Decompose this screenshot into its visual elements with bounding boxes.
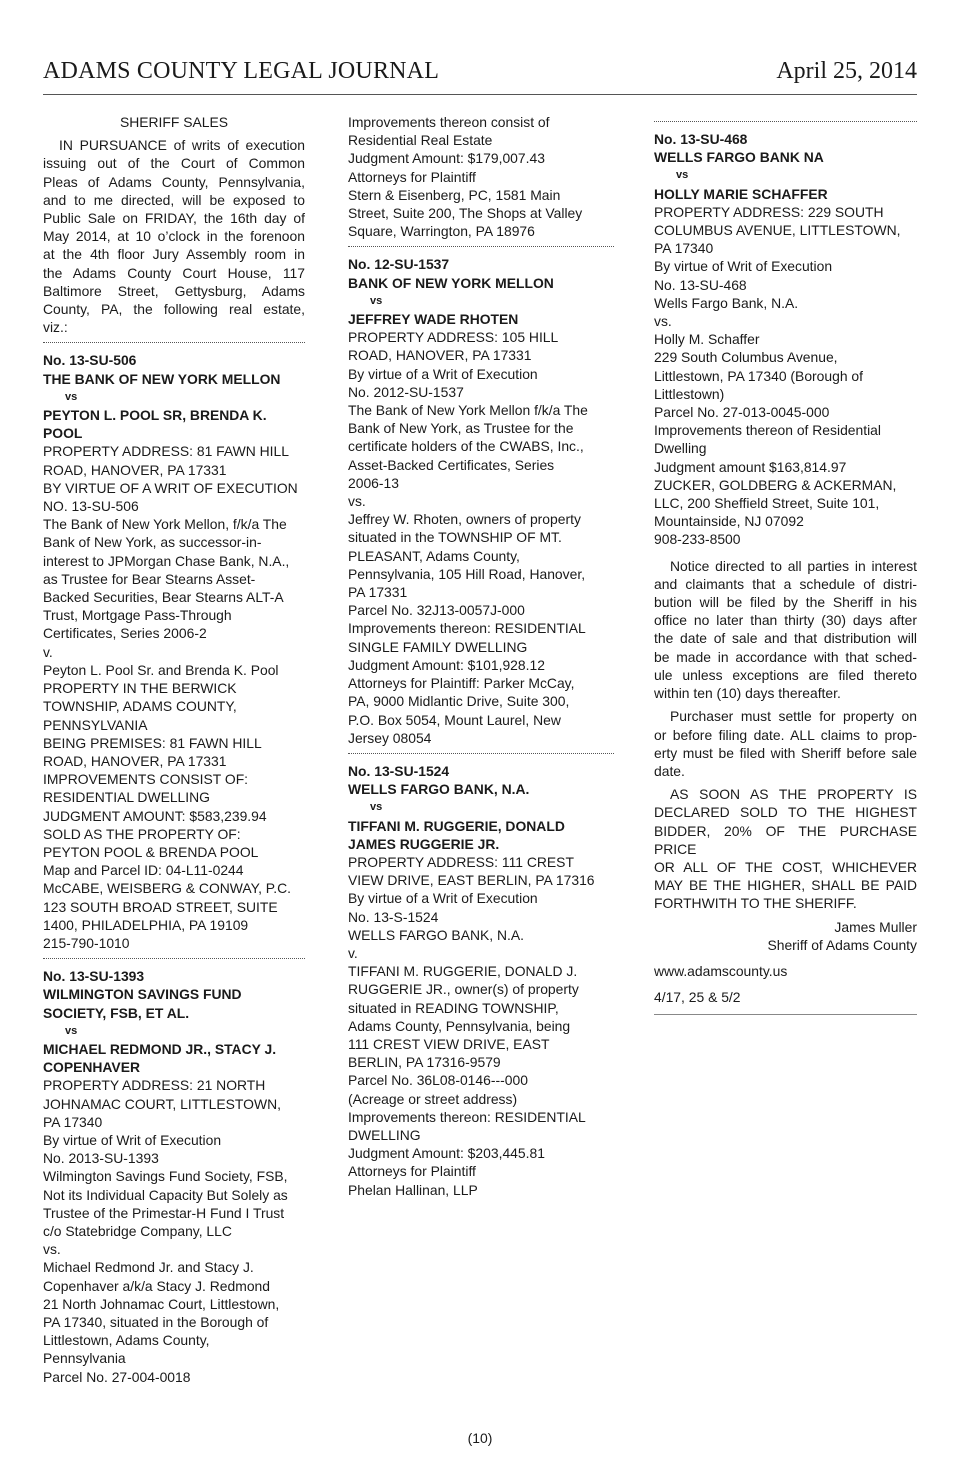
case-detail-line: Attorneys for Plaintiff: Parker McCay, (348, 675, 575, 692)
column-right (654, 113, 917, 1015)
case-detail-line: Mountainside, NJ 07092 (654, 513, 804, 530)
case-13-su-506 (43, 351, 305, 952)
text-line: Pleas of Adams County, Pennsylvania, (43, 173, 305, 190)
case-detail-line: IMPROVEMENTS CONSIST OF: (43, 771, 249, 788)
case-detail-line: Trust, Mortgage Pass-Through (43, 607, 232, 624)
case-detail-line: By virtue of Writ of Execution (654, 258, 833, 275)
case-detail-line: PEYTON POOL & BRENDA POOL (43, 843, 259, 860)
case-detail-line: Phelan Hallinan, LLP (348, 1181, 478, 1198)
purchaser-notice (654, 707, 917, 780)
separator (43, 958, 305, 959)
defendant-name: HOLLY MARIE SCHAFFER (654, 185, 828, 202)
text-line: Residential Real Estate (348, 132, 493, 149)
case-number: No. 13-SU-1393 (43, 968, 145, 985)
text-line: erty must be filed with Sheriff before sale (654, 744, 917, 761)
case-13-su-1524 (348, 762, 614, 1199)
signature-title: Sheriff of Adams County (767, 936, 917, 953)
separator (348, 246, 614, 247)
journal-title: ADAMS COUNTY LEGAL JOURNAL (43, 58, 440, 84)
case-detail-line: Judgment Amount: $203,445.81 (348, 1145, 545, 1162)
case-detail-line: vs. (43, 1241, 61, 1258)
text-line: date. (654, 762, 685, 779)
case-detail-line: The Bank of New York Mellon, f/k/a The (43, 516, 287, 533)
case-detail-line: ROAD, HANOVER, PA 17331 (43, 461, 227, 478)
case-detail-line: Asset-Backed Certificates, Series (348, 456, 555, 473)
case-detail-line: RESIDENTIAL DWELLING (43, 789, 210, 806)
text-line: IN PURSUANCE of writs of execution (59, 137, 305, 154)
case-detail-line: The Bank of New York Mellon f/k/a The (348, 402, 588, 419)
case-detail-line: as Trustee for Bear Stearns Asset- (43, 570, 256, 587)
case-detail-line: Backed Securities, Bear Stearns ALT-A (43, 589, 284, 606)
case-detail-line: DWELLING (348, 1126, 421, 1143)
case-detail-line: No. 2012-SU-1537 (348, 383, 464, 400)
case-detail-line: VIEW DRIVE, EAST BERLIN, PA 17316 (348, 872, 595, 889)
case-number: No. 13-SU-468 (654, 131, 748, 147)
case-detail-line: PA, 9000 Midlantic Drive, Suite 300, (348, 693, 570, 710)
case-detail-line: Judgment Amount: $101,928.12 (348, 656, 545, 673)
text-line: ule unless exceptions are filed thereto (654, 666, 917, 683)
case-detail-line: (Acreage or street address) (348, 1090, 518, 1107)
case-detail-line: PROPERTY ADDRESS: 229 SOUTH (654, 203, 884, 220)
issue-date: April 25, 2014 (776, 58, 917, 84)
case-detail-line: PLEASANT, Adams County, (348, 547, 520, 564)
case-detail-line: TOWNSHIP, ADAMS COUNTY, (43, 698, 237, 715)
text-line: FORTHWITH TO THE SHERIFF. (654, 895, 857, 912)
text-line: and to me directed, will be exposed to (43, 191, 305, 208)
column-middle (348, 113, 614, 1199)
masthead (43, 54, 917, 95)
case-detail-line: Copenhaver a/k/a Stacy J. Redmond (43, 1277, 271, 1294)
text-line: Square, Warrington, PA 18976 (348, 223, 535, 240)
case-detail-line: No. 2013-SU-1393 (43, 1150, 159, 1167)
case-13-su-468 (654, 130, 917, 549)
case-detail-line: PA 17340, situated in the Borough of (43, 1314, 269, 1330)
text-line: AS SOON AS THE PROPERTY IS (670, 786, 917, 803)
case-detail-line: PA 17340 (43, 1113, 103, 1130)
case-detail-line: McCABE, WEISBERG & CONWAY, P.C. (43, 880, 292, 897)
case-detail-line: PENNSYLVANIA (43, 716, 148, 733)
case-detail-line: Parcel No. 36L08-0146---000 (348, 1072, 528, 1089)
case-detail-line: 215-790-1010 (43, 934, 130, 951)
case-detail-line: 229 South Columbus Avenue, (654, 349, 838, 366)
end-rule (654, 1014, 917, 1015)
case-detail-line: SINGLE FAMILY DWELLING (348, 638, 528, 655)
case-detail-line: Improvements thereon: RESIDENTIAL (348, 1108, 586, 1125)
case-detail-line: TIFFANI M. RUGGERIE, DONALD J. (348, 963, 578, 980)
case-detail-line: Improvements thereon of Residential (654, 422, 881, 439)
text-line: MAY BE THE HIGHER, SHALL BE PAID (654, 877, 917, 894)
text-line: Judgment Amount: $179,007.43 (348, 150, 545, 167)
case-detail-line: P.O. Box 5054, Mount Laurel, New (348, 711, 561, 728)
text-line: bution will be filed by the Sheriff in his (654, 594, 917, 611)
case-detail-line: Littlestown, PA 17340 (Borough of (654, 367, 864, 384)
case-detail-line: Bank of New York, as successor-in- (43, 534, 262, 551)
county-website: www.adamscounty.us (654, 962, 788, 979)
defendant-name: COPENHAVER (43, 1059, 140, 1076)
section-heading: SHERIFF SALES (119, 114, 229, 130)
case-detail-line: interest to JPMorgan Chase Bank, N.A., (43, 552, 290, 569)
case-detail-line: Parcel No. 27-004-0018 (43, 1368, 191, 1385)
case-detail-line: ROAD, HANOVER, PA 17331 (43, 752, 227, 769)
case-detail-line: Littlestown, Adams County, (43, 1332, 210, 1349)
text-line: and claimants that a schedule of distri- (654, 575, 917, 592)
case-detail-line: ROAD, HANOVER, PA 17331 (348, 347, 532, 364)
case-detail-line: Improvements thereon: RESIDENTIAL (348, 620, 586, 637)
case-detail-line: PROPERTY ADDRESS: 21 NORTH (43, 1077, 266, 1094)
case-detail-line: Certificates, Series 2006-2 (43, 625, 207, 642)
plaintiff-name: WELLS FARGO BANK, N.A. (348, 781, 530, 798)
text-line: Baltimore Street, Gettysburg, Adams (43, 282, 305, 299)
case-detail-line: Peyton L. Pool Sr. and Brenda K. Pool (43, 661, 279, 678)
defendant-name: MICHAEL REDMOND JR., STACY J. (43, 1040, 277, 1057)
intro-paragraph (43, 136, 305, 336)
case-detail-line: vs. (654, 313, 672, 330)
case-detail-line: situated in the TOWNSHIP OF MT. (348, 529, 562, 546)
case-detail-line: BY VIRTUE OF A WRIT OF EXECUTION (43, 479, 298, 496)
case-detail-line: Wilmington Savings Fund Society, FSB, (43, 1168, 288, 1185)
text-line: viz.: (43, 319, 68, 336)
case-detail-line: Jeffrey W. Rhoten, owners of property (348, 511, 581, 528)
case-detail-line: SOLD AS THE PROPERTY OF: (43, 825, 241, 842)
continued-listing (348, 113, 614, 240)
text-line: County, PA, the following real estate, (43, 301, 305, 318)
versus-label: vs (370, 801, 383, 814)
defendant-name: JEFFREY WADE RHOTEN (348, 311, 519, 328)
signature-name: James Muller (834, 918, 917, 935)
case-detail-line: Trustee of the Primestar-H Fund I Trust (43, 1204, 285, 1221)
case-detail-line: Littlestown) (654, 385, 725, 402)
versus-label: vs (676, 169, 689, 182)
text-line: Purchaser must settle for property on (670, 708, 917, 725)
text-line: DECLARED SOLD TO THE HIGHEST (654, 804, 917, 821)
defendant-name: POOL (43, 425, 83, 442)
case-12-su-1537 (348, 255, 614, 746)
plaintiff-name: WELLS FARGO BANK NA (654, 149, 824, 166)
case-detail-line: 2006-13 (348, 474, 399, 491)
case-number: No. 13-SU-506 (43, 352, 137, 369)
case-detail-line: Map and Parcel ID: 04-L11-0244 (43, 862, 244, 879)
case-detail-line: No. 13-S-1524 (348, 908, 439, 925)
versus-label: vs (370, 294, 383, 307)
case-detail-line: No. 13-SU-468 (654, 276, 747, 293)
case-detail-line: LLC, 200 Sheffield Street, Suite 101, (654, 495, 880, 512)
text-line: Improvements thereon consist of (348, 114, 550, 130)
case-number: No. 12-SU-1537 (348, 256, 450, 273)
text-line: or before filing date. ALL claims to prop- (654, 726, 917, 743)
case-detail-line: Wells Fargo Bank, N.A. (654, 294, 799, 311)
case-detail-line: Attorneys for Plaintiff (348, 1163, 476, 1180)
case-detail-line: Parcel No. 27-013-0045-000 (654, 404, 830, 421)
text-line: Street, Suite 200, The Shops at Valley (348, 205, 583, 222)
text-line: the date of sale and that distribution will (654, 630, 917, 647)
case-detail-line: v. (43, 643, 53, 660)
separator (348, 753, 614, 754)
case-detail-line: 908-233-8500 (654, 531, 741, 548)
text-line: May 2014, at 10 o’clock in the forenoon (43, 228, 305, 245)
case-detail-line: ZUCKER, GOLDBERG & ACKERMAN, (654, 476, 897, 493)
case-detail-line: NO. 13-SU-506 (43, 498, 139, 515)
case-detail-line: Pennsylvania, 105 Hill Road, Hanover, (348, 565, 586, 582)
deposit-notice (654, 785, 917, 912)
text-line: Attorneys for Plaintiff (348, 168, 476, 185)
defendant-name: JAMES RUGGERIE JR. (348, 835, 500, 852)
case-detail-line: BERLIN, PA 17316-9579 (348, 1054, 501, 1071)
case-detail-line: JOHNAMAC COURT, LITTLESTOWN, (43, 1095, 281, 1112)
case-detail-line: Jersey 08054 (348, 729, 432, 746)
case-number: No. 13-SU-1524 (348, 762, 450, 779)
case-detail-line: RUGGERIE JR., owner(s) of property (348, 981, 579, 998)
case-detail-line: BEING PREMISES: 81 FAWN HILL (43, 734, 262, 751)
case-detail-line: 1400, PHILADELPHIA, PA 19109 (43, 916, 249, 933)
case-detail-line: Not its Individual Capacity But Solely as (43, 1186, 288, 1203)
text-line: office no later than thirty (30) days after (654, 612, 917, 629)
case-detail-line: JUDGMENT AMOUNT: $583,239.94 (43, 807, 267, 824)
case-detail-line: Michael Redmond Jr. and Stacy J. (43, 1259, 254, 1276)
column-left (43, 113, 305, 1386)
case-detail-line: PROPERTY IN THE BERWICK (43, 680, 237, 697)
case-13-su-1393 (43, 967, 305, 1386)
text-line: be made in accordance with that sched- (654, 648, 917, 665)
case-detail-line: 21 North Johnamac Court, Littlestown, (43, 1295, 280, 1312)
separator (654, 121, 917, 122)
case-detail-line: v. (348, 944, 358, 961)
case-detail-line: vs. (348, 493, 366, 510)
page-number: (10) (467, 1430, 493, 1446)
distribution-notice (654, 557, 917, 703)
text-line: BIDDER, 20% OF THE PURCHASE PRICE (654, 822, 917, 857)
plaintiff-name: SOCIETY, FSB, ET AL. (43, 1004, 190, 1021)
text-line: Stern & Eisenberg, PC, 1581 Main (348, 186, 561, 203)
case-detail-line: 123 SOUTH BROAD STREET, SUITE (43, 898, 278, 915)
plaintiff-name: WILMINGTON SAVINGS FUND (43, 986, 242, 1003)
case-detail-line: Pennsylvania (43, 1350, 126, 1367)
case-detail-line: 111 CREST VIEW DRIVE, EAST (348, 1035, 550, 1052)
separator (43, 342, 305, 343)
versus-label: vs (65, 1024, 78, 1037)
case-detail-line: situated in READING TOWNSHIP, (348, 999, 559, 1016)
case-detail-line: Bank of New York, as Trustee for the (348, 420, 574, 437)
text-line: OR ALL OF THE COST, WHICHEVER (654, 858, 917, 875)
publication-dates: 4/17, 25 & 5/2 (654, 989, 741, 1006)
case-detail-line: Judgment amount $163,814.97 (654, 458, 847, 475)
case-detail-line: By virtue of a Writ of Execution (348, 890, 538, 907)
case-detail-line: Adams County, Pennsylvania, being (348, 1017, 571, 1034)
case-detail-line: Holly M. Schaffer (654, 331, 760, 348)
case-detail-line: WELLS FARGO BANK, N.A. (348, 926, 524, 943)
defendant-name: TIFFANI M. RUGGERIE, DONALD (348, 817, 565, 834)
defendant-name: PEYTON L. POOL SR, BRENDA K. (43, 407, 267, 424)
plaintiff-name: BANK OF NEW YORK MELLON (348, 274, 554, 291)
versus-label: vs (65, 390, 78, 403)
case-detail-line: By virtue of Writ of Execution (43, 1131, 222, 1148)
case-detail-line: PROPERTY ADDRESS: 81 FAWN HILL (43, 443, 289, 460)
case-detail-line: PA 17331 (348, 584, 408, 601)
case-detail-line: Dwelling (654, 440, 707, 457)
text-line: Notice directed to all parties in interest (670, 557, 917, 574)
text-line: within ten (10) days thereafter. (654, 685, 841, 702)
case-detail-line: PROPERTY ADDRESS: 105 HILL (348, 329, 559, 346)
text-line: at the 4th floor Jury Assembly room in (43, 246, 305, 263)
case-detail-line: By virtue of a Writ of Execution (348, 365, 538, 382)
case-detail-line: Parcel No. 32J13-0057J-000 (348, 602, 525, 619)
case-detail-line: PA 17340 (654, 240, 714, 257)
case-detail-line: COLUMBUS AVENUE, LITTLESTOWN, (654, 222, 901, 239)
text-line: Public Sale on FRIDAY, the 16th day of (43, 210, 305, 227)
case-detail-line: certificate holders of the CWABS, Inc., (348, 438, 584, 455)
case-detail-line: PROPERTY ADDRESS: 111 CREST (348, 853, 574, 870)
plaintiff-name: THE BANK OF NEW YORK MELLON (43, 370, 281, 387)
text-line: issuing out of the Court of Common (43, 155, 305, 172)
text-line: the Adams County Court House, 117 (43, 264, 305, 281)
case-detail-line: c/o Statebridge Company, LLC (43, 1222, 232, 1239)
